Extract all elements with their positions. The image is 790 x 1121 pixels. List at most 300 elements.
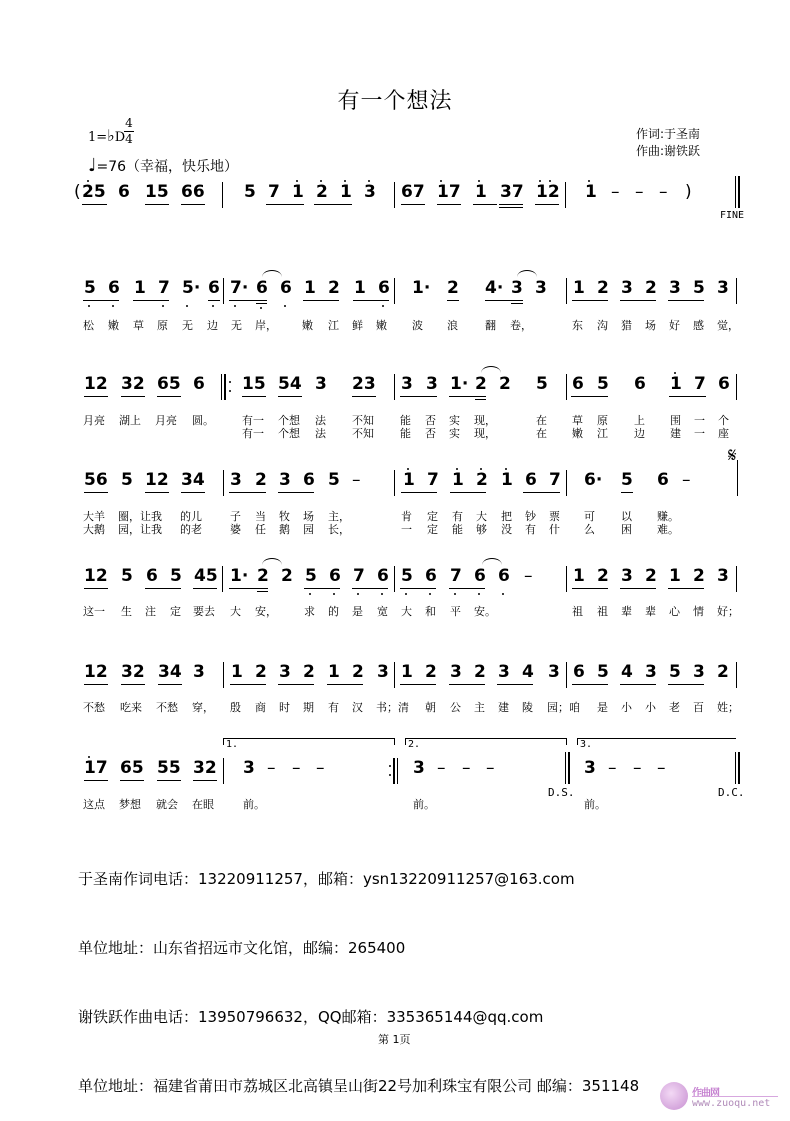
lyric: 卷， (510, 319, 532, 332)
note: 3 (230, 470, 242, 490)
lyric: 法 (315, 414, 326, 427)
time-sig-bottom: 4 (125, 132, 133, 146)
lyric: 把 (501, 510, 512, 523)
lyric: 翻 (485, 319, 496, 332)
composer: 作曲:谢铁跃 (636, 144, 701, 158)
lyric: 园，让我 (118, 523, 162, 536)
lyric: 辈 (621, 605, 632, 618)
note: 2 (255, 662, 267, 682)
note: 1 (585, 182, 597, 202)
note: 2 (352, 662, 364, 682)
note: 3 (279, 470, 291, 490)
lyric: 梦想 (119, 798, 141, 811)
lyric: 祖 (597, 605, 608, 618)
lyric: 在 (536, 414, 547, 427)
lyric: 定 (170, 605, 181, 618)
note: 6 (718, 374, 730, 394)
lyric: 难。 (657, 523, 679, 536)
dash: – (292, 758, 301, 778)
lyric: 不愁 (156, 701, 178, 714)
lyric: 在眼 (192, 798, 214, 811)
lyric: 么 (584, 523, 595, 536)
lyric: 老 (669, 701, 680, 714)
dash: – (524, 566, 533, 586)
note: 3 (511, 278, 523, 298)
lyric: 鲜 (352, 319, 363, 332)
lyric: 鹅 (279, 523, 290, 536)
lyric: 前。 (413, 798, 435, 811)
note: 1 (134, 278, 146, 298)
note: 5· (182, 278, 201, 298)
lyric: 法 (315, 427, 326, 440)
credits (636, 126, 700, 160)
composer-address: 单位地址：福建省莆田市荔城区北高镇呈山街22号加利珠宝有限公司 邮编：351148 (78, 1077, 640, 1095)
lyric: 大鹅 (83, 523, 105, 536)
note: 5 (693, 278, 705, 298)
lyric: 要去 (193, 605, 215, 618)
lyric: 主 (474, 701, 485, 714)
lyric: 殷 (230, 701, 241, 714)
lyric: 实 (449, 427, 460, 440)
page-number: 第 1页 (378, 1033, 411, 1046)
note: 3 (548, 662, 560, 682)
note: 1 (403, 470, 415, 490)
lyric: 大 (401, 605, 412, 618)
lyric: 建 (670, 427, 681, 440)
watermark-name: 作曲网 (692, 1088, 719, 1099)
note: 3 (717, 278, 729, 298)
note: 7 (450, 566, 462, 586)
note: 12 (536, 182, 560, 202)
lyric: 就会 (156, 798, 178, 811)
song-title: 有一个想法 (337, 89, 453, 114)
lyric: 的 (328, 605, 339, 618)
lyric: 朝 (425, 701, 436, 714)
lyric: 是 (597, 701, 608, 714)
note: 15 (145, 182, 169, 202)
volta-1: 1. (226, 739, 239, 750)
lyric: 园 (303, 523, 314, 536)
composer-contact: 谢铁跃作曲电话：13950796632，QQ邮箱：335365144@qq.com (78, 1008, 544, 1026)
lyric: 姓； (717, 701, 739, 714)
note: 1 (573, 278, 585, 298)
note: 17 (84, 758, 108, 778)
lyric: 安， (255, 605, 277, 618)
key-note: D (114, 130, 126, 145)
watermark-url: www.zuoqu.net (692, 1098, 771, 1109)
note: 6 (303, 470, 315, 490)
note: 3 (413, 758, 425, 778)
lyric: 时 (279, 701, 290, 714)
close-paren: ) (685, 182, 692, 202)
note: 55 (157, 758, 181, 778)
note: 34 (181, 470, 205, 490)
note: 6 (378, 278, 390, 298)
note: 4· (485, 278, 504, 298)
note: 66 (181, 182, 205, 202)
lyric: 小 (645, 701, 656, 714)
lyric: 猎 (621, 319, 632, 332)
lyric: 草 (572, 414, 583, 427)
watermark (660, 1082, 780, 1112)
lyric: 求 (304, 605, 315, 618)
note: 32 (121, 374, 145, 394)
lyric: 注 (145, 605, 156, 618)
note: 34 (158, 662, 182, 682)
lyricist-contact: 于圣南作词电话：13220911257，邮箱：ysn13220911257@163.com (78, 870, 575, 888)
lyric: 不知 (352, 427, 374, 440)
note: 7 (353, 566, 365, 586)
note: 1 (340, 182, 352, 202)
note: 5 (669, 662, 681, 682)
lyric: 以 (621, 510, 632, 523)
note: 6 (657, 470, 669, 490)
lyric: 不愁 (83, 701, 105, 714)
note: 6 (572, 374, 584, 394)
watermark-logo-icon (660, 1082, 688, 1110)
note: 5 (121, 566, 133, 586)
lyric: 围 (670, 414, 681, 427)
lyric: 建 (498, 701, 509, 714)
note: 4 (621, 662, 633, 682)
note: 6 (573, 662, 585, 682)
lyric: 书；清 (376, 701, 409, 714)
note: 3 (621, 278, 633, 298)
note: 2 (645, 566, 657, 586)
note: 7 (549, 470, 561, 490)
time-sig-top: 4 (125, 116, 133, 130)
note: 4 (522, 662, 534, 682)
note: 12 (84, 566, 108, 586)
note: 2 (499, 374, 511, 394)
note: 1 (231, 662, 243, 682)
lyric: 好； (717, 605, 739, 618)
note: 7 (427, 470, 439, 490)
note: 3 (279, 662, 291, 682)
note: 5 (597, 374, 609, 394)
lyric: 场 (303, 510, 314, 523)
lyric: 一 (694, 414, 705, 427)
note: 2 (303, 662, 315, 682)
lyric: 上 (634, 414, 645, 427)
note: 6 (193, 374, 205, 394)
note: 1 (328, 662, 340, 682)
lyric: 否 (425, 414, 436, 427)
lyric: 平 (450, 605, 461, 618)
lyric: 前。 (243, 798, 265, 811)
note: 7 (268, 182, 280, 202)
lyric: 有 (452, 510, 463, 523)
lyric: 在 (536, 427, 547, 440)
note: 2 (281, 566, 293, 586)
note: 7 (694, 374, 706, 394)
note: 2 (476, 470, 488, 490)
lyric: 个想 (278, 414, 300, 427)
lyric: 觉， (717, 319, 739, 332)
note: 3 (193, 662, 205, 682)
note: 3 (621, 566, 633, 586)
lyric: 这一 (83, 605, 105, 618)
lyric: 一 (401, 523, 412, 536)
volta-3: 3. (580, 739, 593, 750)
note: 3 (717, 566, 729, 586)
lyric: 湖上 (119, 414, 141, 427)
note: 1 (475, 182, 487, 202)
note: 3 (377, 662, 389, 682)
note: 6· (584, 470, 603, 490)
note: 6 (146, 566, 158, 586)
lyric: 公 (450, 701, 461, 714)
lyric: 百 (693, 701, 704, 714)
note: 2 (717, 662, 729, 682)
note: 2 (255, 470, 267, 490)
lyric: 个想 (278, 427, 300, 440)
dash: – (682, 470, 691, 490)
dash: – (633, 758, 642, 778)
tempo-marking (88, 155, 238, 176)
note: 6 (425, 566, 437, 586)
lyric: 江 (597, 427, 608, 440)
note: 5 (536, 374, 548, 394)
note: 23 (352, 374, 376, 394)
open-paren: ( (74, 182, 81, 202)
lyric: 这点 (83, 798, 105, 811)
lyric: 沟 (597, 319, 608, 332)
note: 6 (208, 278, 220, 298)
note: 3 (450, 662, 462, 682)
contact-info (78, 822, 639, 1121)
lyric: 现， (474, 427, 496, 440)
lyric: 一 (694, 427, 705, 440)
note: 2 (597, 566, 609, 586)
lyric: 场 (645, 319, 656, 332)
note: 1 (669, 566, 681, 586)
note: 5 (621, 470, 633, 490)
note: 15 (242, 374, 266, 394)
note: 1· (230, 566, 249, 586)
lyric: 嫩 (108, 319, 119, 332)
lyric: 松 (83, 319, 94, 332)
note: 5 (597, 662, 609, 682)
note: 3 (693, 662, 705, 682)
note: 2 (475, 374, 487, 394)
lyric: 的儿 (180, 510, 202, 523)
key-label: 1= (88, 130, 108, 145)
note: 2 (257, 566, 269, 586)
lyric: 圆。 (192, 414, 214, 427)
note: 1 (670, 374, 682, 394)
note: 3 (584, 758, 596, 778)
lyric: 波 (412, 319, 423, 332)
note: 3 (401, 374, 413, 394)
dash: – (486, 758, 495, 778)
lyric: 的老 (180, 523, 202, 536)
volta-2: 2. (408, 739, 421, 750)
note: 1 (452, 470, 464, 490)
note: 2 (447, 278, 459, 298)
lyric: 座 (718, 427, 729, 440)
note: 12 (145, 470, 169, 490)
lyric: 吃来 (120, 701, 142, 714)
lyricist-address: 单位地址：山东省招远市文化馆，邮编：265400 (78, 939, 406, 957)
lyric: 前。 (584, 798, 606, 811)
lyric: 草 (133, 319, 144, 332)
lyric: 商 (255, 701, 266, 714)
lyric: 月亮 (83, 414, 105, 427)
note: 37 (500, 182, 524, 202)
lyric: 不知 (352, 414, 374, 427)
lyric: 嫩 (302, 319, 313, 332)
note: 6 (498, 566, 510, 586)
note: 1· (412, 278, 431, 298)
note: 54 (278, 374, 302, 394)
lyric: 嫩 (376, 319, 387, 332)
flat-icon: ♭ (107, 126, 115, 145)
lyric: 期 (303, 701, 314, 714)
lyric: 小 (621, 701, 632, 714)
lyric: 边 (207, 319, 218, 332)
lyric: 牧 (279, 510, 290, 523)
note: 6 (108, 278, 120, 298)
note: 67 (401, 182, 425, 202)
fine-mark: FINE (720, 210, 745, 221)
note: 1 (354, 278, 366, 298)
dash: – (659, 182, 668, 202)
note: 12 (84, 374, 108, 394)
note: 1 (304, 278, 316, 298)
lyric: 婆 (230, 523, 241, 536)
lyric: 无 (182, 319, 193, 332)
lyric: 能 (452, 523, 463, 536)
note: 6 (474, 566, 486, 586)
dash: – (267, 758, 276, 778)
lyric: 主， (328, 510, 350, 523)
quarter-note-icon: ♩ (88, 155, 97, 176)
note: 5 (305, 566, 317, 586)
lyric: 票 (549, 510, 560, 523)
lyric: 大 (230, 605, 241, 618)
note: 7 (158, 278, 170, 298)
lyric: 园；咱 (547, 701, 580, 714)
note: 3 (364, 182, 376, 202)
time-signature (124, 117, 134, 146)
dash: – (316, 758, 325, 778)
lyric: 能 (400, 414, 411, 427)
ds-mark: D.S. (548, 786, 575, 799)
dc-mark: D.C. (718, 786, 745, 799)
note: 17 (437, 182, 461, 202)
note: 1 (501, 470, 513, 490)
lyric: 没 (501, 523, 512, 536)
lyric: 安。 (474, 605, 496, 618)
dash: – (635, 182, 644, 202)
note: 6 (280, 278, 292, 298)
lyric: 是 (352, 605, 363, 618)
note: 2 (645, 278, 657, 298)
lyric: 原 (597, 414, 608, 427)
key-signature (88, 126, 125, 145)
note: 3 (645, 662, 657, 682)
note: 5 (244, 182, 256, 202)
note: 32 (121, 662, 145, 682)
note: 5 (328, 470, 340, 490)
dash: – (611, 182, 620, 202)
lyric: 浪 (447, 319, 458, 332)
lyric: 肯 (401, 510, 412, 523)
note: 3 (535, 278, 547, 298)
note: 2 (597, 278, 609, 298)
note: 3 (315, 374, 327, 394)
lyric: 长， (328, 523, 350, 536)
lyric: 否 (425, 427, 436, 440)
note: 5 (170, 566, 182, 586)
lyric: 心 (669, 605, 680, 618)
lyric: 有一 (242, 414, 264, 427)
note: 1 (292, 182, 304, 202)
lyric: 辈 (645, 605, 656, 618)
dash: – (657, 758, 666, 778)
lyric: 任 (255, 523, 266, 536)
note: 7· (230, 278, 249, 298)
lyric: 原 (157, 319, 168, 332)
lyric: 和 (425, 605, 436, 618)
lyric: 定 (427, 523, 438, 536)
dash: – (462, 758, 471, 778)
lyric: 子 (230, 510, 241, 523)
dash: – (352, 470, 361, 490)
lyric: 现， (474, 414, 496, 427)
note: 3 (243, 758, 255, 778)
lyric: 情 (693, 605, 704, 618)
lyric: 困 (621, 523, 632, 536)
lyric: 可 (584, 510, 595, 523)
note: 32 (193, 758, 217, 778)
note: 3 (669, 278, 681, 298)
note: 1· (450, 374, 469, 394)
note: 25 (82, 182, 106, 202)
tempo-text: =76（幸福，快乐地） (96, 159, 239, 175)
lyric: 嫩 (572, 427, 583, 440)
lyric: 穿， (192, 701, 214, 714)
note: 2 (425, 662, 437, 682)
lyric: 当 (255, 510, 266, 523)
lyric: 东 (572, 319, 583, 332)
lyric: 月亮 (155, 414, 177, 427)
note: 2 (328, 278, 340, 298)
lyric: 陵 (522, 701, 533, 714)
note: 65 (120, 758, 144, 778)
lyric: 个 (718, 414, 729, 427)
segno-icon: 𝄋 (728, 443, 737, 467)
lyric: 什 (549, 523, 560, 536)
lyric: 能 (400, 427, 411, 440)
lyric: 有一 (242, 427, 264, 440)
note: 45 (194, 566, 218, 586)
note: 56 (84, 470, 108, 490)
lyric: 江 (328, 319, 339, 332)
note: 5 (84, 278, 96, 298)
note: 6 (634, 374, 646, 394)
note: 3 (426, 374, 438, 394)
lyric: 钞 (525, 510, 536, 523)
note: 2 (693, 566, 705, 586)
lyricist: 作词:于圣南 (636, 127, 701, 141)
lyric: 圈，让我 (118, 510, 162, 523)
lyric: 感 (693, 319, 704, 332)
lyric: 实 (449, 414, 460, 427)
note: 6 (329, 566, 341, 586)
lyric: 大 (476, 510, 487, 523)
